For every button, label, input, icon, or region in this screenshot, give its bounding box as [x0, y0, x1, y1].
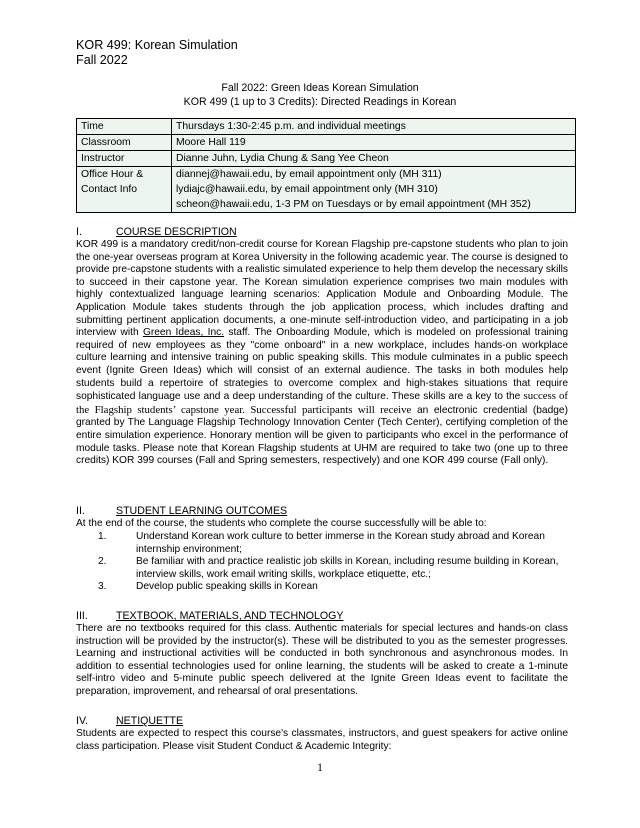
list-item	[76, 531, 568, 556]
item-text: Understand Korean work culture to better immerse in the Korean study abroad and Korean internship environment;	[136, 531, 545, 555]
item-text: Be familiar with and practice realistic job skills in Korean, including resume building in Korean, interview skills, work email writing skills, workplace etiquette, etc.;	[136, 556, 559, 580]
time-value: Thursdays 1:30-2:45 p.m. and individual meetings	[172, 119, 576, 135]
table-row	[77, 151, 576, 167]
section-number: I.	[76, 226, 82, 238]
section-title: STUDENT LEARNING OUTCOMES	[116, 505, 288, 517]
contact-line: diannej@hawaii.edu, by email appointment only (MH 311)	[176, 169, 442, 180]
table-row	[77, 135, 576, 151]
section-title: COURSE DESCRIPTION	[116, 226, 237, 238]
outcomes-intro: At the end of the course, the students who complete the course successfully will be able to:	[76, 518, 487, 529]
table-row	[77, 167, 576, 213]
item-number: 3.	[98, 581, 107, 593]
section-heading	[76, 610, 343, 623]
netiquette-paragraph: Students are expected to respect this course's classmates, instructors, and guest speakers for active online class participation. Please visit Student Conduct & Academic Integrity:	[76, 728, 568, 752]
course-description	[76, 239, 568, 468]
section-heading	[76, 226, 237, 239]
section-title: NETIQUETTE	[116, 715, 184, 727]
list-item	[76, 556, 568, 581]
item-number: 2.	[98, 556, 107, 568]
course-term: Fall 2022	[76, 53, 128, 67]
instructor-value: Dianne Juhn, Lydia Chung & Sang Yee Cheon	[172, 151, 576, 167]
classroom-value: Moore Hall 119	[172, 135, 576, 151]
outcomes-list	[76, 531, 568, 594]
contact-line: scheon@hawaii.edu, 1-3 PM on Tuesdays or by email appointment (MH 352)	[176, 199, 531, 210]
list-item	[76, 581, 568, 594]
desc-text: an electronic credential (badge) granted by The Language Flagship Technology Innovation Center (Tech Center), certifying completion of the entire simulation experience. Honorary mention will be given to participants who excel in the performance of module tasks. Please note that Korean Flagship students at UHM are required to take two (one up to three credits) KOR 399 courses (Fall and Spring semesters, respectively) and one KOR 499 course (Fall only).	[76, 404, 568, 467]
office-label-line: Contact Info	[81, 184, 138, 195]
course-info-table	[76, 118, 576, 213]
green-ideas-link[interactable]: Green Ideas, Inc.	[142, 327, 225, 339]
contact-line: lydiajc@hawaii.edu, by email appointment only (MH 310)	[176, 184, 438, 195]
section-heading	[76, 715, 183, 728]
classroom-label: Classroom	[77, 135, 172, 151]
section-title: TEXTBOOK, MATERIALS, AND TECHNOLOGY	[116, 610, 344, 622]
office-label-line: Office Hour &	[81, 169, 144, 180]
desc-text-serif: success of the Flagship students’ capstone year. Successful participants will receive	[76, 390, 569, 416]
page-number: 1	[317, 762, 323, 774]
contact-info	[172, 167, 576, 213]
item-number: 1.	[98, 531, 107, 542]
time-label: Time	[77, 119, 172, 135]
item-text: Develop public speaking skills in Korean	[136, 581, 318, 593]
textbook-paragraph: There are no textbooks required for this class. Authentic materials for special lectures and hands-on class instruction will be provided by the instructor(s). These will be distributed to you as the semester progresses. Learning and instructional activities will be conducted in both synchronous and asynchronous modes. In addition to essential technologies used for online learning, the students will be asked to create a 1-minute self-intro video and 5-minute public speech delivered at the Ignite Green Ideas event to facilitate the preparation, improvement, and rehearsal of oral presentations.	[76, 623, 568, 697]
doc-title: Fall 2022: Green Ideas Korean Simulation	[221, 82, 419, 94]
section-number: III.	[76, 610, 88, 622]
instructor-label: Instructor	[77, 151, 172, 167]
doc-subtitle: KOR 499 (1 up to 3 Credits): Directed Readings in Korean	[183, 96, 457, 108]
course-code: KOR 499: Korean Simulation	[76, 38, 238, 52]
table-row	[77, 119, 576, 135]
section-number: II.	[76, 505, 85, 517]
desc-text: KOR 499 is a mandatory credit/non-credit course for Korean Flagship pre-capstone students who plan to join the one-year overseas program at Korea University in the following academic year. The course is designed to provide pre-capstone students with a realistic simulated experience to help them develop the necessary skills to succeed in their capstone year. The Korean simulation experience comprises two main modules with highly contextualized language learning scenarios: Application Module and Onboarding Module. The Application Module takes students through the job application process, which includes drafting and submitting pertinent application documents, a one-minute self-introduction video, and participating in a job interview with	[76, 239, 568, 339]
office-hour-label	[77, 167, 172, 213]
section-heading	[76, 505, 287, 518]
section-number: IV.	[76, 715, 88, 727]
desc-text: staff. The Onboarding Module, which is modeled on professional training required of new employees as they "come onboard" in a new workplace, includes hands-on workplace culture learning and intensive training on public speaking skills. This module culminates in a public speech event (Ignite Green Ideas) which will consist of an external audience. The tasks in both modules help students build a repertoire of strategies to overcome complex and high-stakes situations that require sophisticated language use and a deep understanding of the culture. These skills are a key to the	[76, 327, 569, 403]
